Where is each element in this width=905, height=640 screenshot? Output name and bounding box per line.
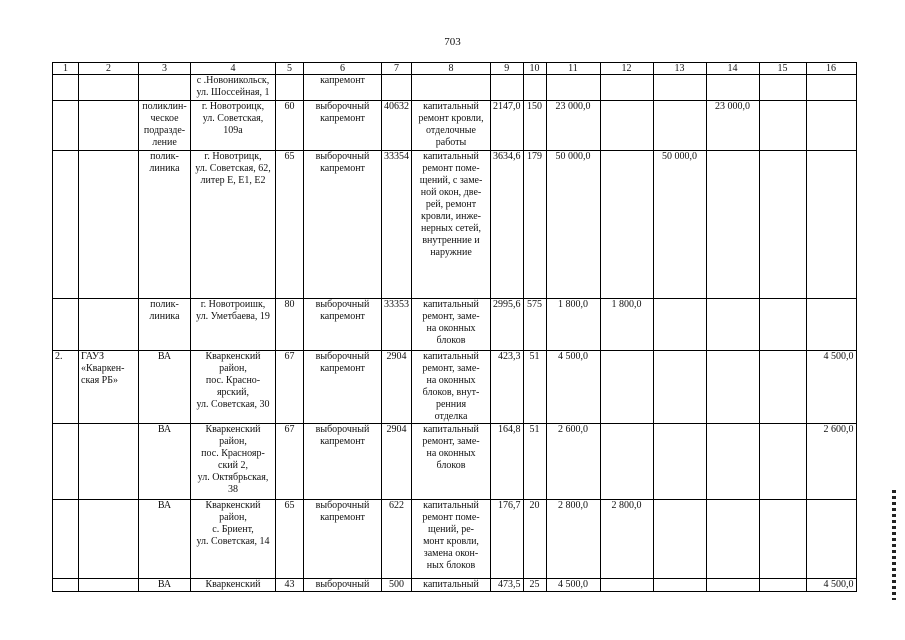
cell-number [53,579,79,592]
cell-col-10: 575 [523,299,546,351]
cell-col-16: 2 600,0 [806,424,856,500]
cell-repair-kind-line: капремонт [320,113,365,124]
cell-organization [79,579,139,592]
cell-col-16 [806,151,856,299]
cell-works [412,351,491,424]
cell-works-line: капитальный [423,424,479,435]
cell-address-line: Кваркенский [205,424,261,435]
cell-col-12 [600,351,653,424]
cell-address-line: ул. Октябрьская, [197,472,269,483]
cell-organization [79,299,139,351]
cell-col-9: 473,5 [491,579,524,592]
cell-address-line: район, [219,512,247,523]
cell-number: 2. [53,351,79,424]
cell-works-line: ремонт кровли, [418,113,484,124]
cell-col-11: 1 800,0 [546,299,600,351]
cell-number [53,151,79,299]
cell-address-line: 109а [223,125,243,136]
cell-facility-type [139,351,191,424]
cell-col-12: 2 800,0 [600,500,653,579]
cell-col-7: 2904 [382,351,412,424]
column-number-4: 4 [191,63,276,75]
cell-address [191,75,276,101]
cell-col-7: 2904 [382,424,412,500]
cell-works-line: капитальный [423,101,479,112]
cell-works-line: наружние [430,247,472,258]
cell-col-13 [653,299,706,351]
cell-col-14 [706,351,759,424]
cell-works-line: ремонт поме- [422,163,480,174]
cell-col-5: 43 [276,579,304,592]
cell-col-12 [600,151,653,299]
cell-col-13 [653,500,706,579]
cell-repair-kind-line: выборочный [315,424,370,435]
cell-works-line: монт кровли, [423,536,479,547]
cell-number [53,299,79,351]
cell-col-12 [600,75,653,101]
cell-facility-type-line: ВА [157,579,172,590]
cell-address-line: Кваркенский [205,579,261,590]
cell-col-11: 23 000,0 [546,101,600,151]
cell-address-line: ул. Советская, 62, [195,163,271,174]
column-number-13: 13 [653,63,706,75]
cell-col-14 [706,500,759,579]
cell-col-10: 25 [523,579,546,592]
cell-col-9: 176,7 [491,500,524,579]
cell-address [191,101,276,151]
cell-col-16 [806,500,856,579]
table-row [53,500,857,579]
cell-works [412,75,491,101]
cell-col-15 [759,579,806,592]
cell-address-line: Кваркенский [205,351,261,362]
cell-col-15 [759,75,806,101]
cell-organization [79,351,139,424]
cell-col-5: 67 [276,424,304,500]
cell-works [412,299,491,351]
table-row [53,75,857,101]
cell-col-15 [759,424,806,500]
column-number-10: 10 [523,63,546,75]
cell-col-5: 67 [276,351,304,424]
cell-address-line: район, [219,436,247,447]
cell-facility-type [139,299,191,351]
cell-repair-kind-line: капремонт [320,363,365,374]
cell-repair-kind [304,101,382,151]
cell-facility-type [139,151,191,299]
cell-address [191,424,276,500]
column-number-row [53,63,857,75]
cell-works-line: капитальный [423,299,479,310]
cell-works-line: ремонт поме- [422,512,480,523]
cell-col-13 [653,75,706,101]
cell-works [412,101,491,151]
cell-works [412,500,491,579]
cell-col-7: 33353 [382,299,412,351]
table-row [53,351,857,424]
cell-col-7: 40632 [382,101,412,151]
cell-col-14 [706,151,759,299]
cell-repair-kind [304,579,382,592]
cell-works-line: на оконных [426,448,476,459]
cell-col-13 [653,101,706,151]
cell-organization [79,151,139,299]
cell-col-15 [759,151,806,299]
cell-col-16 [806,299,856,351]
cell-col-9: 3634,6 [491,151,524,299]
column-number-2: 2 [79,63,139,75]
cell-col-5: 65 [276,500,304,579]
cell-col-7: 500 [382,579,412,592]
cell-works-line: ных блоков [426,560,476,571]
cell-works-line: щений, с заме- [419,175,483,186]
cell-repair-kind [304,151,382,299]
cell-col-9: 164,8 [491,424,524,500]
cell-col-15 [759,500,806,579]
cell-address-line: ярский, [216,387,250,398]
column-number-3: 3 [139,63,191,75]
cell-works-line: ремонт, заме- [422,363,480,374]
column-number-9: 9 [491,63,524,75]
cell-repair-kind-line: выборочный [315,151,370,162]
cell-address-line: пос. Красно- [205,375,261,386]
cell-repair-kind-line: капремонт [320,512,365,523]
cell-works-line: блоков [436,460,466,471]
cell-facility-type-line: ВА [157,500,172,511]
cell-col-12: 1 800,0 [600,299,653,351]
cell-col-14 [706,75,759,101]
cell-col-14: 23 000,0 [706,101,759,151]
cell-col-16: 4 500,0 [806,579,856,592]
cell-col-15 [759,299,806,351]
cell-works-line: кровли, инже- [420,211,482,222]
cell-col-5: 60 [276,101,304,151]
cell-col-13 [653,351,706,424]
cell-facility-type-line: ческое [150,113,179,124]
column-number-16: 16 [806,63,856,75]
cell-facility-type-line: поликлин- [142,101,187,112]
cell-facility-type-line: линика [149,163,180,174]
cell-works-line: ремонт, заме- [422,436,480,447]
cell-organization-line: ская РБ» [81,375,118,386]
cell-col-16: 4 500,0 [806,351,856,424]
cell-works-line: отделка [434,411,468,422]
cell-address-line: г. Новотрицк, [204,151,262,162]
cell-address-line: район, [219,363,247,374]
column-number-1: 1 [53,63,79,75]
cell-col-9: 423,3 [491,351,524,424]
cell-repair-kind-line: капремонт [320,163,365,174]
cell-col-12 [600,424,653,500]
cell-col-5 [276,75,304,101]
cell-col-11 [546,75,600,101]
cell-address-line: ул. Советская, 14 [196,536,270,547]
cell-col-15 [759,351,806,424]
cell-organization [79,500,139,579]
cell-address [191,299,276,351]
cell-col-7: 622 [382,500,412,579]
cell-col-11: 4 500,0 [546,351,600,424]
cell-address-line: с. Бриент, [212,524,254,535]
cell-col-7: 33354 [382,151,412,299]
cell-repair-kind [304,351,382,424]
table-row [53,579,857,592]
cell-col-10: 150 [523,101,546,151]
cell-col-16 [806,101,856,151]
cell-address-line: с .Новоникольск, [196,75,270,86]
cell-address-line: ул. Советская, 30 [196,399,270,410]
cell-facility-type-line: ление [152,137,177,148]
cell-repair-kind [304,299,382,351]
cell-address-line: Кваркенский [205,500,261,511]
page-number: 703 [444,36,461,48]
cell-facility-type-line: линика [149,311,180,322]
cell-address-line: пос. Краснояр- [201,448,265,459]
cell-col-14 [706,299,759,351]
cell-repair-kind-line: выборочный [315,351,370,362]
cell-organization-line: ГАУЗ [81,351,104,362]
cell-repair-kind-line: выборочный [315,101,370,112]
cell-address [191,579,276,592]
cell-organization [79,101,139,151]
cell-works-line: капитальный [423,351,479,362]
cell-col-13: 50 000,0 [653,151,706,299]
column-number-8: 8 [412,63,491,75]
cell-address [191,500,276,579]
cell-works [412,579,491,592]
table-row [53,151,857,299]
cell-col-10 [523,75,546,101]
cell-works-line: нерных сетей, [420,223,482,234]
column-number-7: 7 [382,63,412,75]
cell-facility-type-line: ВА [157,351,172,362]
cell-organization [79,75,139,101]
column-number-11: 11 [546,63,600,75]
cell-works-line: на оконных [426,375,476,386]
cell-facility-type [139,75,191,101]
cell-repair-kind-line: выборочный [315,500,370,511]
cell-col-10: 51 [523,424,546,500]
cell-works-line: капитальный [423,151,479,162]
cell-organization-line: «Кваркен- [81,363,125,374]
cell-col-9: 2995,6 [491,299,524,351]
cell-facility-type-line: ВА [157,424,172,435]
cell-facility-type [139,579,191,592]
cell-facility-type-line: подразде- [143,125,186,136]
cell-address-line: ул. Шоссейная, 1 [196,87,270,98]
cell-works-line: капитальный [423,579,479,590]
cell-address [191,351,276,424]
cell-col-11: 4 500,0 [546,579,600,592]
cell-facility-type-line: полик- [150,151,179,162]
cell-address-line: ул. Советская, [202,113,264,124]
cell-col-13 [653,579,706,592]
cell-number [53,75,79,101]
cell-col-7 [382,75,412,101]
cell-col-12 [600,101,653,151]
cell-col-13 [653,424,706,500]
cell-repair-kind-line: выборочный [315,299,370,310]
cell-number [53,500,79,579]
cell-col-11: 50 000,0 [546,151,600,299]
cell-col-10: 179 [523,151,546,299]
column-number-5: 5 [276,63,304,75]
cell-col-14 [706,424,759,500]
table-row [53,299,857,351]
cell-works-line: щений, ре- [428,524,474,535]
cell-works-line: внутренние и [422,235,480,246]
cell-facility-type [139,424,191,500]
cell-facility-type [139,101,191,151]
cell-repair-kind-line: капремонт [320,311,365,322]
cell-address-line: 38 [228,484,238,495]
cell-repair-kind-line: капремонт [320,436,365,447]
cell-works-line: ренния [435,399,467,410]
cell-works-line: работы [435,137,467,148]
cell-col-11: 2 800,0 [546,500,600,579]
cell-works [412,151,491,299]
cell-col-10: 51 [523,351,546,424]
cell-facility-type [139,500,191,579]
cell-address-line: г. Новотроицк, [201,101,265,112]
cell-col-5: 80 [276,299,304,351]
column-number-6: 6 [304,63,382,75]
cell-col-14 [706,579,759,592]
cell-col-10: 20 [523,500,546,579]
cell-address-line: г. Новотроишк, [200,299,266,310]
cell-repair-kind [304,424,382,500]
cell-works-line: замена окон- [423,548,479,559]
column-number-14: 14 [706,63,759,75]
cell-works-line: отделочные [426,125,476,136]
table-row [53,101,857,151]
cell-works [412,424,491,500]
cell-number [53,424,79,500]
scan-edge-mark [892,490,896,600]
column-number-15: 15 [759,63,806,75]
cell-repair-kind [304,75,382,101]
cell-facility-type-line: полик- [150,299,179,310]
cell-repair-kind-line: капремонт [320,75,365,86]
cell-col-11: 2 600,0 [546,424,600,500]
cell-col-9: 2147,0 [491,101,524,151]
cell-works-line: ремонт, заме- [422,311,480,322]
cell-repair-kind [304,500,382,579]
cell-organization [79,424,139,500]
table-row [53,424,857,500]
cell-works-line: рей, ремонт [425,199,477,210]
cell-col-16 [806,75,856,101]
cell-works-line: на оконных [426,323,476,334]
cell-col-5: 65 [276,151,304,299]
column-number-12: 12 [600,63,653,75]
cell-address [191,151,276,299]
cell-works-line: блоков, внут- [422,387,480,398]
cell-col-12 [600,579,653,592]
cell-col-9 [491,75,524,101]
cell-address-line: ский 2, [218,460,248,471]
cell-repair-kind-line: выборочный [315,579,370,590]
cell-col-15 [759,101,806,151]
cell-number [53,101,79,151]
cell-address-line: литер Е, Е1, Е2 [200,175,266,186]
cell-works-line: ной окон, две- [420,187,482,198]
cell-works-line: капитальный [423,500,479,511]
cell-address-line: ул. Уметбаева, 19 [196,311,270,322]
capital-repair-table [52,62,857,592]
cell-works-line: блоков [436,335,466,346]
